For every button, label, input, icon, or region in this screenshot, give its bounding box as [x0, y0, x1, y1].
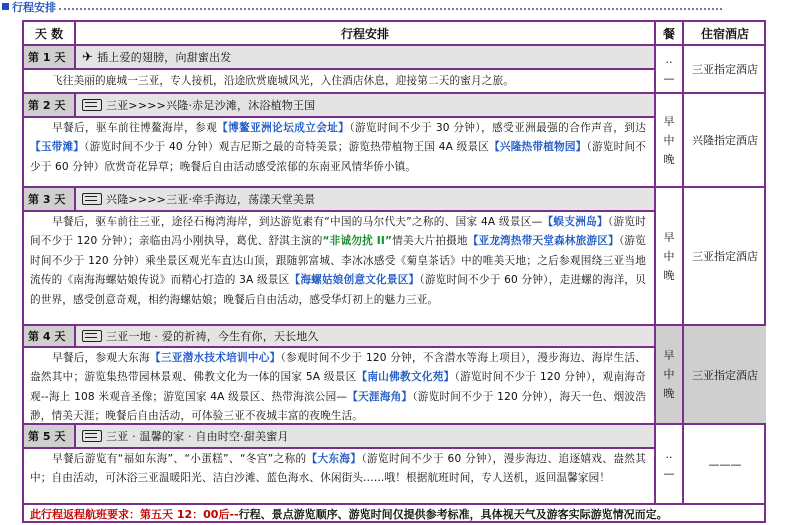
attraction-link[interactable]: 【海螺姑娘创意文化景区】 — [289, 274, 420, 287]
bus-icon — [82, 193, 102, 205]
attraction-link[interactable]: 【玉带滩】 — [30, 141, 85, 154]
day-5-desc-text: 早餐后游览有“福如东海”、“小蛋糕”、“冬宫”之称的 — [52, 453, 307, 465]
grid-line — [74, 22, 76, 44]
day-2-desc-text: 早餐后，驱车前往博鳌海岸，参观 — [52, 122, 218, 134]
attraction-link[interactable]: 【大东海】 — [306, 453, 362, 465]
day-4-desc-text: （参观时间不少于 120 分钟，不含潜水等海上项目），漫步海边、海岸生活、盎然其中；游览集热带园林景观、佛教文化为一体的国家 5A 级景区 — [30, 352, 646, 384]
day-3-desc-text: 情美大片拍摄地 — [392, 235, 468, 248]
grid-line — [24, 116, 654, 118]
attraction-link[interactable]: 【蜈支洲岛】 — [542, 216, 608, 228]
day-1-route-text: 插上爱的翅膀，向甜蜜出发 — [97, 51, 232, 64]
day-5-label: 第 5 天 — [24, 425, 74, 447]
day-4-route-text: 三亚一地 · 爱的祈祷，今生有你，天长地久 — [106, 330, 319, 343]
meal-lunch: 中 — [663, 249, 675, 263]
day-5-description — [24, 449, 654, 503]
day-3-desc-text: （游览时间不少于 120 分钟）乘坐景区观光车直达山顶，跟随郭富城、李冰冰感受《菊皇茶话》中的唯美天地；之后参观围绕三亚当地流传的《南海海螺姑娘传说》而精心打造的 3A 级景区 — [30, 235, 646, 287]
day-3-route — [76, 188, 654, 210]
airplane-icon: ✈ — [82, 49, 94, 65]
day-5-route — [76, 425, 654, 447]
attraction-link[interactable]: 【天涯海角】 — [347, 390, 413, 403]
day-2-route — [76, 94, 654, 116]
day-3-meals — [656, 188, 682, 324]
day-2-hotel: 兴隆指定酒店 — [692, 134, 758, 147]
meal-breakfast: 早 — [663, 349, 675, 362]
day-5-meal-dots: .. — [665, 448, 673, 461]
day-1-label: 第 1 天 — [24, 46, 74, 68]
grid-line — [24, 346, 654, 348]
day-1-route — [76, 46, 654, 68]
grid-line — [24, 92, 764, 94]
grid-line — [24, 44, 764, 46]
day-3-label: 第 3 天 — [24, 188, 74, 210]
grid-line — [682, 22, 684, 503]
grid-line — [74, 425, 76, 447]
day-3-description — [24, 212, 654, 324]
day-5-route-text: 三亚 · 温馨的家 · 自由时空·甜美蜜月 — [106, 430, 289, 443]
day-4-label: 第 4 天 — [24, 326, 74, 346]
meal-dinner: 晚 — [663, 268, 675, 282]
day-4-hotel: 三亚指定酒店 — [684, 326, 766, 423]
grid-line — [74, 188, 76, 210]
grid-line — [24, 186, 764, 188]
day-4-meals — [656, 326, 682, 423]
movie-title: “非诚勿扰 II” — [322, 235, 393, 248]
footer-note — [24, 505, 764, 523]
footer-flight-requirement: 此行程返程航班要求：第五天 12：00后-- — [30, 508, 239, 521]
grid-line — [24, 503, 764, 505]
meal-lunch: 中 — [663, 133, 675, 147]
footer-disclaimer: 行程、景点游览顺序、游览时间仅提供参考标准，具体视天气及游客实际游览情况而定。 — [238, 508, 668, 521]
day-2-desc-text: （游览时间不少于 40 分钟）观吉尼斯之最的奇特美景；游览热带植物王国 4A 级景区 — [84, 141, 490, 154]
day-1-desc-text: 飞往美丽的鹿城一三亚，专人接机，沿途欣赏鹿城风光，入住酒店休息，迎接第二天的蜜月之旅。 — [52, 75, 514, 87]
header-meal: 餐 — [662, 26, 675, 41]
meal-breakfast: 早 — [663, 230, 675, 244]
meal-dinner: 晚 — [663, 387, 675, 400]
bus-icon — [82, 330, 102, 342]
title-dotted-rule — [59, 3, 722, 10]
grid-line — [24, 447, 654, 449]
header-schedule: 行程安排 — [340, 26, 389, 41]
grid-line — [24, 68, 654, 70]
grid-line — [654, 22, 656, 503]
grid-line — [24, 423, 764, 425]
header-hotel: 住宿酒店 — [700, 26, 749, 41]
day-3-desc-text: （游览时间不少于 120 分钟）；亲临由冯小刚执导，葛优、舒淇主演的 — [30, 216, 646, 248]
attraction-link[interactable]: 【三亚潜水技术培训中心】 — [149, 352, 281, 364]
day-2-desc-text: （游览时间不少于 30 分钟），感受亚洲最强的合作声音，到达 — [349, 122, 646, 134]
attraction-link[interactable]: 【兴隆热带植物园】 — [489, 141, 587, 154]
bus-icon — [82, 99, 102, 111]
day-1-meals — [656, 46, 682, 92]
day-2-description — [24, 118, 654, 186]
grid-line — [74, 46, 76, 68]
day-1-description — [24, 70, 654, 92]
meal-lunch: 中 — [663, 368, 675, 381]
day-1-meal-dots: .. — [665, 53, 673, 66]
day-2-desc-text: （游览时间不少于 60 分钟）欣赏奇花异草；晚餐后自由活动感受浓郁的东南亚风情华侨小镇。 — [30, 141, 647, 173]
itinerary-table — [22, 20, 766, 523]
day-5-desc-text: （游览时间不少于 60 分钟），漫步海边、追逐嬉戏、盎然其中；自由活动，可沐浴三亚温暖阳光、洁白沙滩、蓝色海水、休闲街头……哦！根据航班时间，专人送机，返回温馨家园！ — [30, 453, 647, 485]
day-3-hotel: 三亚指定酒店 — [692, 250, 758, 263]
day-2-label: 第 2 天 — [24, 94, 74, 116]
day-3-desc-text: 早餐后，驱车前往三亚，途径石梅湾海岸，到达游览素有“中国的马尔代夫”之称的、国家 4A 级景区— — [52, 216, 543, 228]
section-bullet-icon — [2, 3, 9, 10]
meal-dinner: 晚 — [663, 152, 675, 166]
meal-breakfast: 早 — [663, 114, 675, 128]
section-title — [2, 0, 782, 13]
day-4-desc-text: 早餐后，参观大东海 — [52, 352, 150, 364]
day-1-hotel: 三亚指定酒店 — [692, 63, 758, 76]
day-4-desc-text: （游览时间不少于 120 分钟），海天一色、烟波浩渺，情美天涯；晚餐后自由活动，可体验三亚不夜城丰富的夜晚生活。 — [30, 390, 646, 423]
section-title-text: 行程安排 — [12, 0, 56, 14]
header-day: 天 数 — [34, 26, 64, 41]
grid-line — [74, 94, 76, 116]
day-2-meals — [656, 94, 682, 186]
day-5-meal-none: — — [663, 467, 675, 480]
bus-icon — [82, 430, 102, 442]
attraction-link[interactable]: 【博鳌亚洲论坛成立会址】 — [217, 122, 350, 134]
day-5-meals — [656, 425, 682, 503]
attraction-link[interactable]: 【南山佛教文化苑】 — [356, 371, 455, 384]
day-3-desc-text: （游览时间不少于 60 分钟），走进螺的海洋，贝的世界，感受创意奇观，相约海螺姑娘；晚餐后自由活动，感受华灯初上的魅力三亚。 — [30, 274, 646, 306]
day-5-hotel: ——— — [708, 457, 742, 471]
attraction-link[interactable]: 【亚龙湾热带天堂森林旅游区】 — [467, 235, 619, 248]
day-4-route — [76, 326, 654, 346]
day-3-route-text: 兴隆>>>>三亚·牵手海边，荡漾天堂美景 — [106, 193, 316, 206]
grid-line — [74, 326, 76, 346]
day-1-meal-none: — — [663, 72, 675, 85]
day-4-description — [24, 348, 654, 423]
day-2-route-text: 三亚>>>>兴隆·赤足沙滩，沐浴植物王国 — [106, 99, 316, 112]
grid-line — [24, 210, 654, 212]
day-4-desc-text: （游览时间不少于 120 分钟），观南海奇观--海上 108 米观音圣像；游览国家 4A 级景区、热带海滨公园— — [30, 371, 646, 403]
grid-line — [24, 324, 764, 326]
